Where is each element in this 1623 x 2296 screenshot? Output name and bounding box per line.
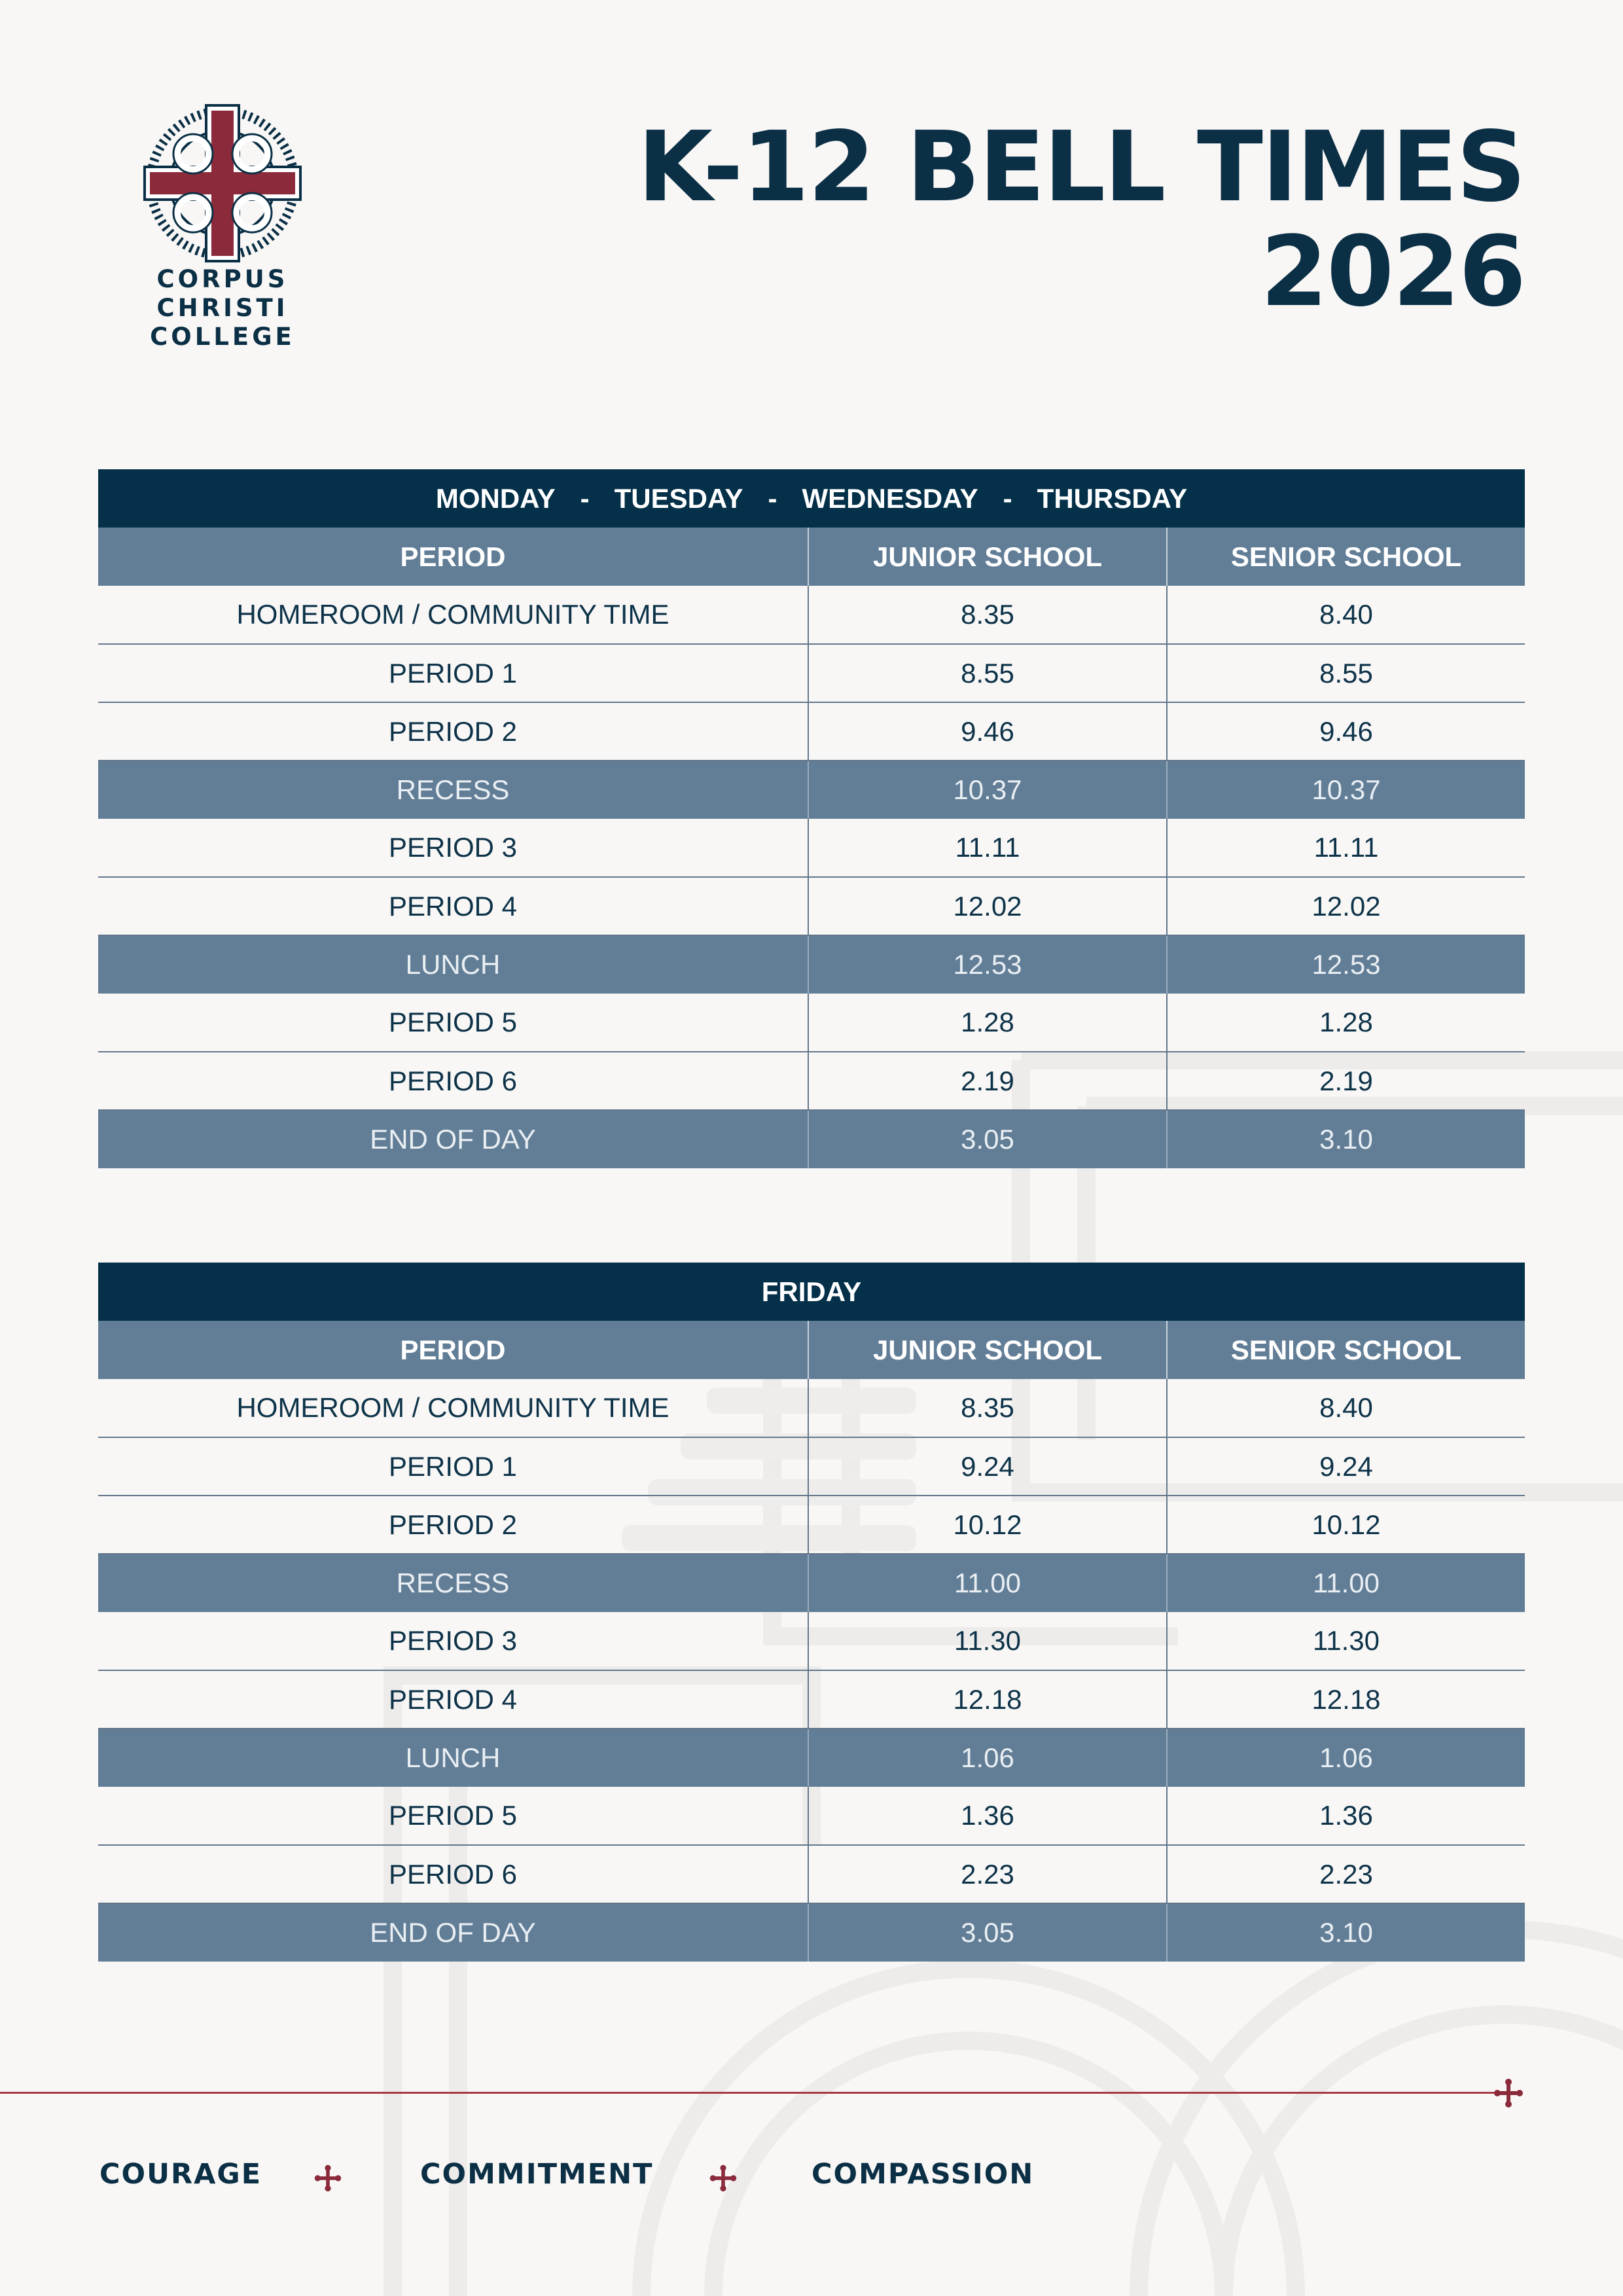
junior-time-cell: 9.24: [808, 1437, 1167, 1496]
title-line2: 2026: [1260, 215, 1525, 328]
senior-time-cell: 3.10: [1167, 1110, 1525, 1168]
table-row: [98, 1787, 1525, 1845]
junior-time-cell: 3.05: [808, 1903, 1167, 1962]
school-logo: [92, 101, 353, 351]
junior-time-cell: 1.28: [808, 994, 1167, 1052]
period-cell: HOMEROOM / COMMUNITY TIME: [98, 586, 808, 644]
footer-divider: [0, 2092, 1499, 2094]
period-cell: PERIOD 5: [98, 1787, 808, 1845]
senior-time-cell: 1.28: [1167, 994, 1525, 1052]
senior-time-cell: 10.37: [1167, 761, 1525, 819]
table-row: [98, 1052, 1525, 1110]
table-row: [98, 1612, 1525, 1670]
table-row: [98, 1379, 1525, 1437]
junior-time-cell: 8.35: [808, 586, 1167, 644]
junior-time-cell: 10.37: [808, 761, 1167, 819]
table-row: [98, 586, 1525, 644]
table-body: [98, 586, 1525, 1168]
value-commitment: COMMITMENT: [420, 2158, 654, 2191]
senior-time-cell: 12.02: [1167, 877, 1525, 935]
table-row: [98, 819, 1525, 877]
break-row: [98, 1554, 1525, 1612]
senior-time-cell: 2.23: [1167, 1845, 1525, 1903]
days-header: [98, 469, 1525, 528]
junior-time-cell: 12.53: [808, 935, 1167, 994]
column-header-senior: SENIOR SCHOOL: [1167, 1321, 1525, 1379]
table-row: [98, 644, 1525, 702]
junior-time-cell: 2.19: [808, 1052, 1167, 1110]
day-wednesday: WEDNESDAY: [802, 482, 978, 514]
period-cell: END OF DAY: [98, 1110, 808, 1168]
senior-time-cell: 8.40: [1167, 586, 1525, 644]
break-row: [98, 1729, 1525, 1787]
column-header-junior: JUNIOR SCHOOL: [808, 1321, 1167, 1379]
senior-time-cell: 9.24: [1167, 1437, 1525, 1496]
period-cell: PERIOD 6: [98, 1052, 808, 1110]
senior-time-cell: 9.46: [1167, 702, 1525, 761]
school-name-line2: COLLEGE: [150, 323, 295, 351]
title-line1: K-12 BELL TIMES: [637, 111, 1525, 223]
table-body: [98, 1379, 1525, 1962]
period-cell: PERIOD 6: [98, 1845, 808, 1903]
senior-time-cell: 8.55: [1167, 644, 1525, 702]
period-cell: PERIOD 4: [98, 877, 808, 935]
celtic-cross-logo-icon: [141, 101, 304, 265]
day-separator: -: [1003, 482, 1012, 514]
table-row: [98, 1496, 1525, 1554]
period-cell: RECESS: [98, 1554, 808, 1612]
period-cell: END OF DAY: [98, 1903, 808, 1962]
senior-time-cell: 12.53: [1167, 935, 1525, 994]
senior-time-cell: 3.10: [1167, 1903, 1525, 1962]
column-header-period: PERIOD: [98, 1321, 808, 1379]
junior-time-cell: 11.30: [808, 1612, 1167, 1670]
senior-time-cell: 8.40: [1167, 1379, 1525, 1437]
break-row: [98, 935, 1525, 994]
break-row: [98, 1110, 1525, 1168]
junior-time-cell: 11.11: [808, 819, 1167, 877]
period-cell: LUNCH: [98, 1729, 808, 1787]
junior-time-cell: 10.12: [808, 1496, 1167, 1554]
junior-time-cell: 11.00: [808, 1554, 1167, 1612]
mon-thu-bell-table: [98, 469, 1525, 1168]
page-title: [637, 111, 1525, 328]
junior-time-cell: 3.05: [808, 1110, 1167, 1168]
value-courage: COURAGE: [99, 2158, 262, 2191]
day-separator: -: [580, 482, 590, 514]
value-compassion: COMPASSION: [812, 2158, 1035, 2191]
period-cell: LUNCH: [98, 935, 808, 994]
junior-time-cell: 12.02: [808, 877, 1167, 935]
senior-time-cell: 11.30: [1167, 1612, 1525, 1670]
senior-time-cell: 2.19: [1167, 1052, 1525, 1110]
junior-time-cell: 8.55: [808, 644, 1167, 702]
period-cell: PERIOD 1: [98, 1437, 808, 1496]
period-cell: RECESS: [98, 761, 808, 819]
senior-time-cell: 12.18: [1167, 1670, 1525, 1729]
senior-time-cell: 1.36: [1167, 1787, 1525, 1845]
period-cell: PERIOD 5: [98, 994, 808, 1052]
friday-bell-table: [98, 1263, 1525, 1962]
day-separator: -: [768, 482, 777, 514]
school-name-line1: CORPUS CHRISTI: [156, 265, 289, 322]
day-monday: MONDAY: [435, 482, 556, 514]
table-row: [98, 1845, 1525, 1903]
junior-time-cell: 8.35: [808, 1379, 1167, 1437]
table-row: [98, 1437, 1525, 1496]
junior-time-cell: 9.46: [808, 702, 1167, 761]
senior-time-cell: 11.11: [1167, 819, 1525, 877]
junior-time-cell: 12.18: [808, 1670, 1167, 1729]
table-row: [98, 1670, 1525, 1729]
period-cell: PERIOD 4: [98, 1670, 808, 1729]
table-row: [98, 702, 1525, 761]
break-row: [98, 1903, 1525, 1962]
period-cell: HOMEROOM / COMMUNITY TIME: [98, 1379, 808, 1437]
period-cell: PERIOD 2: [98, 1496, 808, 1554]
column-header-junior: JUNIOR SCHOOL: [808, 528, 1167, 586]
maroon-cross-icon: [708, 2163, 738, 2193]
table-row: [98, 994, 1525, 1052]
senior-time-cell: 1.06: [1167, 1729, 1525, 1787]
junior-time-cell: 1.36: [808, 1787, 1167, 1845]
period-cell: PERIOD 3: [98, 1612, 808, 1670]
junior-time-cell: 1.06: [808, 1729, 1167, 1787]
column-header-senior: SENIOR SCHOOL: [1167, 528, 1525, 586]
column-header-period: PERIOD: [98, 528, 808, 586]
break-row: [98, 761, 1525, 819]
period-cell: PERIOD 2: [98, 702, 808, 761]
maroon-cross-icon: [1492, 2077, 1525, 2109]
day-friday: FRIDAY: [98, 1263, 1525, 1321]
day-tuesday: TUESDAY: [614, 482, 743, 514]
period-cell: PERIOD 1: [98, 644, 808, 702]
table-row: [98, 877, 1525, 935]
maroon-cross-icon: [313, 2163, 343, 2193]
senior-time-cell: 10.12: [1167, 1496, 1525, 1554]
period-cell: PERIOD 3: [98, 819, 808, 877]
junior-time-cell: 2.23: [808, 1845, 1167, 1903]
senior-time-cell: 11.00: [1167, 1554, 1525, 1612]
day-thursday: THURSDAY: [1037, 482, 1188, 514]
